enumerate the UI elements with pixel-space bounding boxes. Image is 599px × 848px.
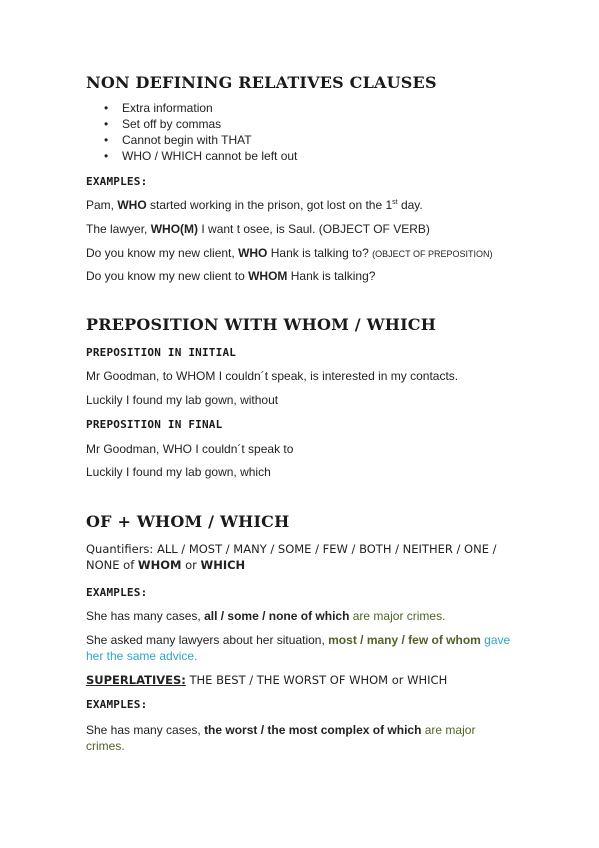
superlative-example: She has many cases, the worst / the most complex of which are major crimes. — [86, 723, 476, 753]
list-item: • Set off by commas — [104, 116, 297, 132]
final-example-1: Mr Goodman, WHO I couldn´t speak to — [86, 442, 294, 456]
section-title-preposition: PREPOSITION WITH WHOM / WHICH — [86, 315, 437, 334]
quantifiers-line: Quantifiers: ALL / MOST / MANY / SOME / FEW / BOTH / NEITHER / ONE / NONE of WHOM or WHICH — [86, 542, 497, 572]
of-example-2: She asked many lawyers about her situation, most / many / few of whom gave her the same advice. — [86, 633, 511, 663]
of-example-1: She has many cases, all / some / none of which are major crimes. — [86, 609, 446, 623]
superlatives-line: SUPERLATIVES: THE BEST / THE WORST OF WHOM or WHICH — [86, 673, 448, 687]
examples-label: EXAMPLES: — [86, 586, 148, 599]
example-sentence-4: Do you know my new client to WHOM Hank is talking? — [86, 269, 376, 283]
initial-example-1: Mr Goodman, to WHOM I couldn´t speak, is interested in my contacts. — [86, 369, 459, 383]
initial-example-2: Luckily I found my lab gown, without — [86, 393, 279, 407]
examples-label: EXAMPLES: — [86, 698, 148, 711]
examples-label: EXAMPLES: — [86, 175, 148, 188]
section-title-of-whom: OF + WHOM / WHICH — [86, 512, 290, 531]
list-item: • Cannot begin with THAT — [104, 132, 297, 148]
feature-list — [104, 100, 297, 164]
subheading-initial: PREPOSITION IN INITIAL — [86, 346, 237, 359]
example-sentence-3: Do you know my new client, WHO Hank is talking to? (OBJECT OF PREPOSITION) — [86, 246, 493, 260]
final-example-2: Luckily I found my lab gown, which — [86, 465, 271, 479]
list-item: • WHO / WHICH cannot be left out — [104, 148, 297, 164]
example-sentence-1: Pam, WHO started working in the prison, got lost on the 1st day. — [86, 198, 423, 212]
list-item: • Extra information — [104, 100, 297, 116]
section-title-non-defining: NON DEFINING RELATIVES CLAUSES — [86, 73, 437, 92]
subheading-final: PREPOSITION IN FINAL — [86, 418, 223, 431]
example-sentence-2: The lawyer, WHO(M) I want t osee, is Saul. (OBJECT OF VERB) — [86, 222, 430, 236]
